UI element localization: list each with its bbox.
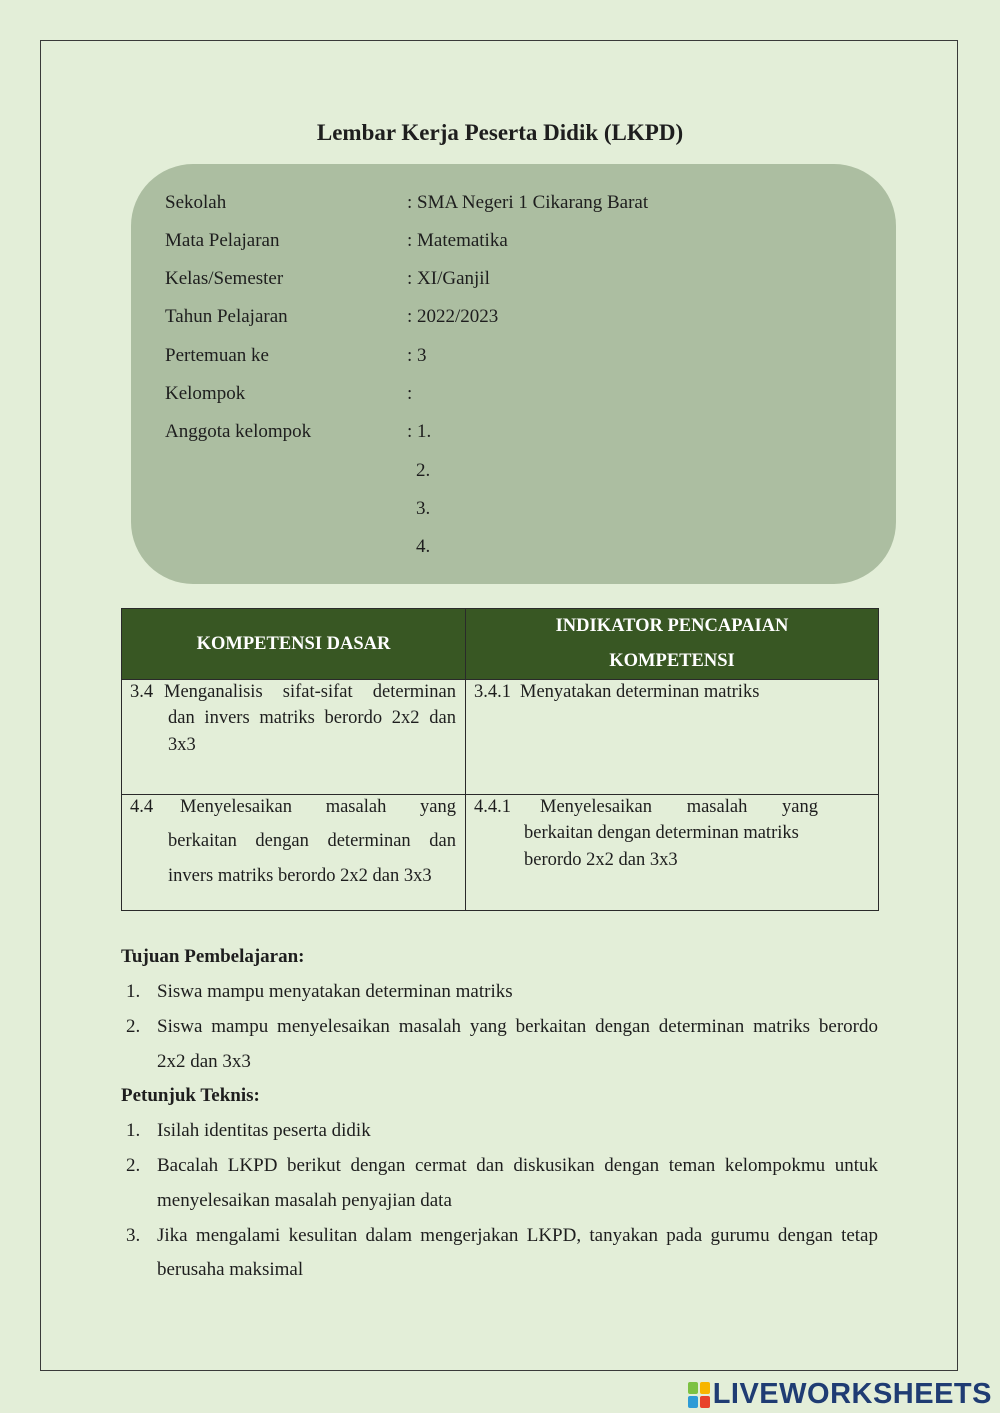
indicator-text-line: Menyatakan determinan matriks: [520, 682, 760, 702]
kd-text-line: Menyelesaikan masalah yang: [180, 797, 456, 817]
identity-value: : 2022/2023: [407, 306, 499, 327]
indicator-cell: [466, 795, 879, 911]
indicator-cell: [466, 680, 879, 795]
list-number: 1.: [126, 1120, 141, 1141]
page-title: Lembar Kerja Peserta Didik (LKPD): [316, 120, 684, 145]
brand-name: LIVEWORKSHEETS: [712, 1378, 992, 1410]
kd-text-line: Menganalisis sifat-sifat determinan: [164, 682, 456, 702]
list-number: 1.: [126, 981, 141, 1002]
liveworksheets-logo-icon: [688, 1382, 710, 1408]
header-label: KOMPETENSI: [609, 651, 735, 671]
list-text: Bacalah LKPD berikut dengan cermat dan diskusikan dengan teman kelompokmu untuk: [157, 1155, 878, 1176]
indicator-number: 4.4.1: [474, 797, 511, 817]
list-text: Siswa mampu menyatakan determinan matriks: [157, 981, 513, 1002]
list-text: Isilah identitas peserta didik: [157, 1120, 371, 1141]
identity-value: : Matematika: [407, 230, 508, 251]
kd-text-line: berkaitan dengan determinan dan: [168, 831, 456, 851]
liveworksheets-logo[interactable]: [688, 1378, 992, 1411]
identity-label: Kelas/Semester: [165, 268, 284, 289]
member-number: 4.: [416, 536, 431, 557]
list-text: 2x2 dan 3x3: [157, 1051, 251, 1072]
kd-number: 3.4: [130, 682, 154, 702]
kd-cell: [122, 680, 466, 795]
kd-number: 4.4: [130, 797, 154, 817]
identity-value: :: [407, 383, 413, 404]
kd-cell: [122, 795, 466, 911]
indicator-text-line: berordo 2x2 dan 3x3: [524, 850, 678, 870]
identity-value: : XI/Ganjil: [407, 268, 490, 289]
table-header-row: [122, 609, 879, 680]
header-label: KOMPETENSI DASAR: [196, 633, 391, 654]
identity-label: Sekolah: [165, 192, 227, 213]
member-number: 2.: [416, 460, 431, 481]
petunjuk-heading: Petunjuk Teknis:: [121, 1085, 260, 1106]
identity-label: Kelompok: [165, 383, 246, 404]
header-kompetensi-dasar: [122, 609, 466, 680]
kd-text-line: 3x3: [168, 735, 196, 755]
kd-text-line: dan invers matriks berordo 2x2 dan: [168, 708, 456, 728]
identity-card: [131, 164, 896, 584]
table-row: [122, 680, 879, 795]
list-text: Jika mengalami kesulitan dalam mengerjakan LKPD, tanyakan pada gurumu dengan tetap: [157, 1225, 878, 1246]
tujuan-heading: Tujuan Pembelajaran:: [121, 946, 305, 967]
competency-table: [121, 608, 879, 911]
list-number: 2.: [126, 1016, 141, 1037]
kd-text-line: invers matriks berordo 2x2 dan 3x3: [168, 866, 432, 886]
identity-label: Mata Pelajaran: [165, 230, 280, 251]
header-label: INDIKATOR PENCAPAIAN: [555, 616, 789, 636]
list-text: berusaha maksimal: [157, 1259, 304, 1280]
indicator-text-line: berkaitan dengan determinan matriks: [524, 823, 799, 843]
header-indikator: [466, 609, 879, 680]
indicator-number: 3.4.1: [474, 682, 511, 702]
list-number: 2.: [126, 1155, 141, 1176]
identity-label: Pertemuan ke: [165, 345, 269, 366]
identity-label: Anggota kelompok: [165, 421, 312, 442]
identity-value: : 3: [407, 345, 427, 366]
member-number: 3.: [416, 498, 431, 519]
identity-label: Tahun Pelajaran: [165, 306, 288, 327]
indicator-text-line: Menyelesaikan masalah yang: [540, 797, 818, 817]
identity-value: : SMA Negeri 1 Cikarang Barat: [407, 192, 649, 213]
list-text: menyelesaikan masalah penyajian data: [157, 1190, 452, 1211]
table-row: [122, 795, 879, 911]
identity-value: : 1.: [407, 421, 432, 442]
list-text: Siswa mampu menyelesaikan masalah yang berkaitan dengan determinan matriks berordo: [157, 1016, 878, 1037]
list-number: 3.: [126, 1225, 141, 1246]
